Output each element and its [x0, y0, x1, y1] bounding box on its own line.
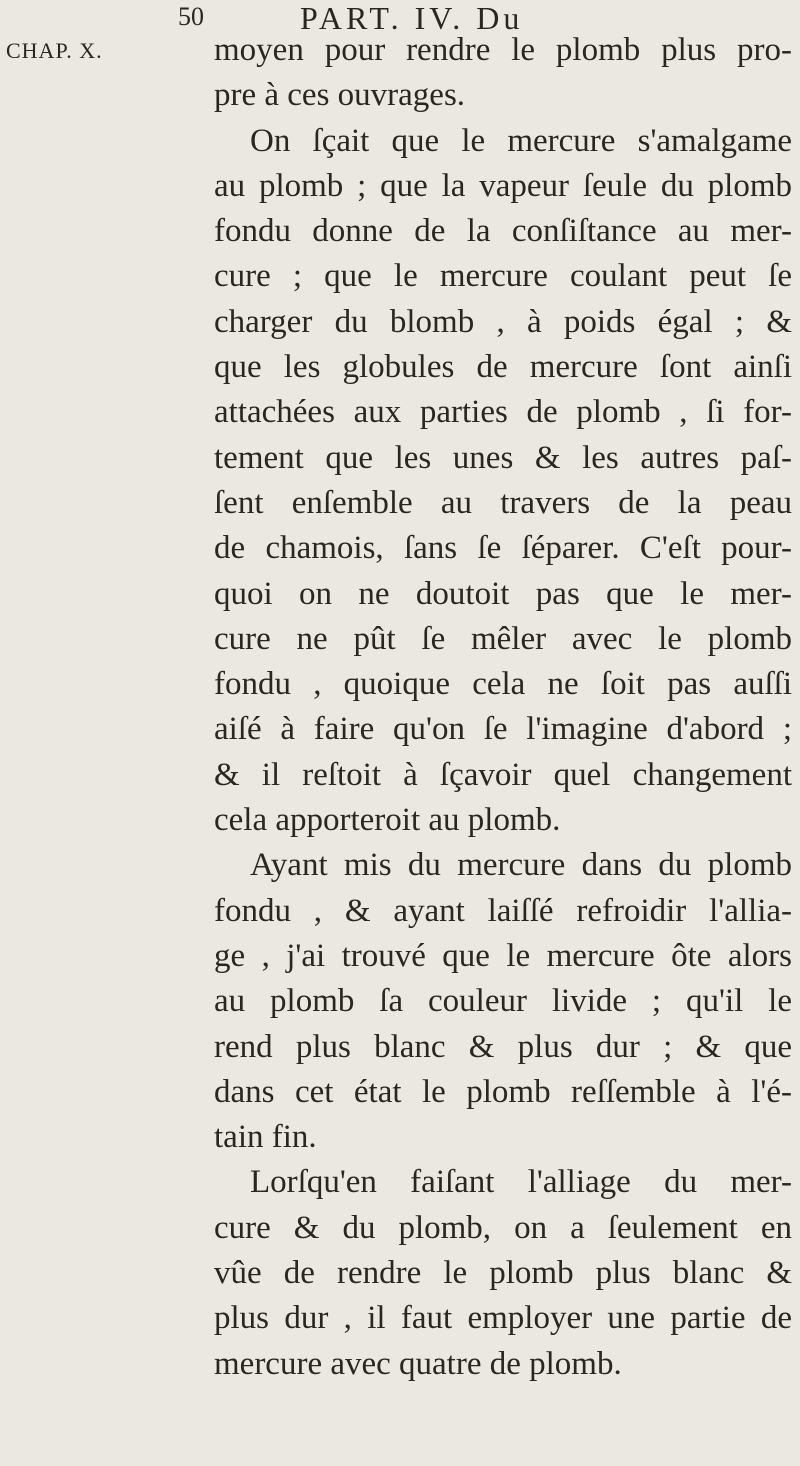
text-line: tain fin. — [214, 1119, 317, 1156]
text-line: charger du blomb , à poids égal ; & — [214, 303, 792, 340]
text-line: fondu donne de la conſiſtance au mer- — [214, 213, 792, 250]
text-line: plus dur , il faut employer une partie de — [214, 1300, 792, 1337]
text-line: cure ; que le mercure coulant peut ſe — [214, 258, 792, 295]
text-line: tement que les unes & les autres paſ- — [214, 439, 792, 476]
text-line: aiſé à faire qu'on ſe l'imagine d'abord ; — [214, 711, 792, 748]
body-text — [214, 28, 792, 1387]
text-line: & il reſtoit à ſçavoir quel changement — [214, 756, 792, 793]
running-title: PART. IV. Du — [300, 0, 524, 36]
text-line: On ſçait que le mercure s'amalgame — [250, 122, 792, 159]
text-line: cela apporteroit au plomb. — [214, 802, 561, 839]
text-line: Lorſqu'en faiſant l'alliage du mer- — [250, 1164, 792, 1201]
text-line: Ayant mis du mercure dans du plomb — [250, 847, 792, 884]
text-line: pre à ces ouvrages. — [214, 77, 466, 114]
margin-chapter-note: CHAP. X. — [6, 38, 103, 63]
text-line: ſent enſemble au travers de la peau — [214, 484, 792, 521]
text-line: cure ne pût ſe mêler avec le plomb — [214, 620, 792, 657]
text-line: ge , j'ai trouvé que le mercure ôte alors — [214, 937, 792, 974]
text-line: dans cet état le plomb reſſemble à l'é- — [214, 1073, 792, 1110]
text-line: moyen pour rendre le plomb plus pro- — [214, 32, 792, 68]
page-number: 50 — [178, 2, 204, 31]
text-line: fondu , & ayant laiſſé refroidir l'allia- — [214, 892, 792, 929]
text-line: que les globules de mercure ſont ainſi — [214, 349, 792, 386]
text-line: mercure avec quatre de plomb. — [214, 1345, 622, 1382]
text-line: au plomb ſa couleur livide ; qu'il le — [214, 983, 792, 1020]
text-line: vûe de rendre le plomb plus blanc & — [214, 1255, 792, 1292]
text-line: quoi on ne doutoit pas que le mer- — [214, 575, 792, 612]
text-line: fondu , quoique cela ne ſoit pas auſſi — [214, 666, 792, 703]
text-line: attachées aux parties de plomb , ſi for- — [214, 394, 792, 431]
text-line: cure & du plomb, on a ſeulement en — [214, 1209, 792, 1246]
text-line: de chamois, ſans ſe ſéparer. C'eſt pour- — [214, 530, 792, 567]
text-line: rend plus blanc & plus dur ; & que — [214, 1028, 792, 1065]
text-line: au plomb ; que la vapeur ſeule du plomb — [214, 167, 792, 204]
